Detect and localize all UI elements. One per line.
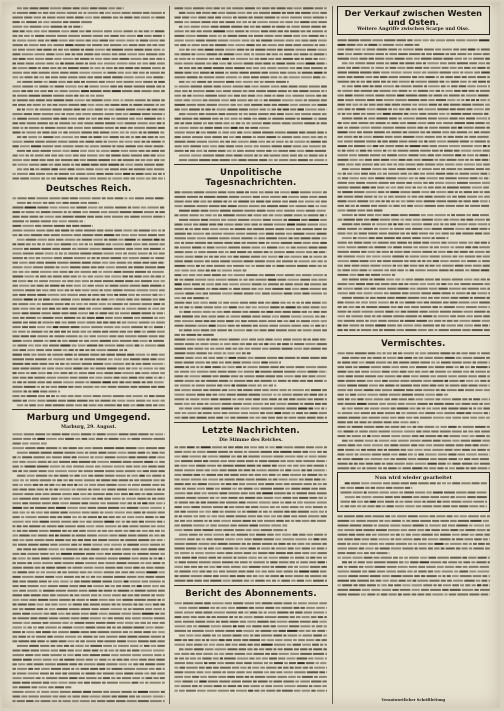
article-text-block bbox=[174, 601, 327, 693]
article-text-block bbox=[12, 6, 165, 181]
column-1 bbox=[8, 6, 170, 704]
section-heading: Marburg und Umgegend. bbox=[26, 413, 151, 424]
article-text-block bbox=[174, 6, 327, 162]
column-rule bbox=[174, 422, 327, 423]
column-container bbox=[8, 6, 494, 704]
section-heading: Unpolitische Tagesnachrichten. bbox=[205, 168, 297, 189]
article-text-block bbox=[174, 445, 327, 583]
article-text-block bbox=[337, 514, 490, 597]
column-3 bbox=[333, 6, 494, 704]
dateline: Marburg, 29. August. bbox=[61, 425, 117, 431]
war-report-subtitle: Weitere Angriffe zwischen Scarpe und Oise. bbox=[357, 27, 470, 32]
imprint-footer: Verantwortlicher Schriftleitung bbox=[381, 697, 446, 702]
ad-text-block bbox=[340, 481, 487, 509]
section-heading: Vermischtes. bbox=[381, 338, 446, 349]
column-rule bbox=[337, 335, 490, 336]
advertisement bbox=[337, 472, 490, 512]
subheading: Die Stimme des Reiches. bbox=[219, 438, 283, 444]
article-text-block bbox=[174, 190, 327, 420]
article-text-block bbox=[12, 432, 165, 704]
column-rule bbox=[12, 409, 165, 410]
section-heading: Deutsches Reich. bbox=[45, 183, 132, 194]
article-text-block bbox=[337, 38, 490, 332]
column-rule bbox=[174, 164, 327, 165]
section-heading: Bericht des Abonnements. bbox=[185, 588, 317, 599]
war-report-title: Der Verkauf zwischen Westen und Osten. bbox=[344, 8, 482, 27]
ad-title: Nun wird wieder gearbeitet bbox=[374, 475, 452, 482]
column-2 bbox=[170, 6, 332, 704]
article-text-block bbox=[337, 351, 490, 471]
newspaper-page bbox=[2, 2, 500, 708]
column-rule bbox=[174, 585, 327, 586]
section-heading: Letzte Nachrichten. bbox=[201, 426, 300, 437]
article-text-block bbox=[12, 196, 165, 408]
war-report-box bbox=[337, 6, 490, 35]
